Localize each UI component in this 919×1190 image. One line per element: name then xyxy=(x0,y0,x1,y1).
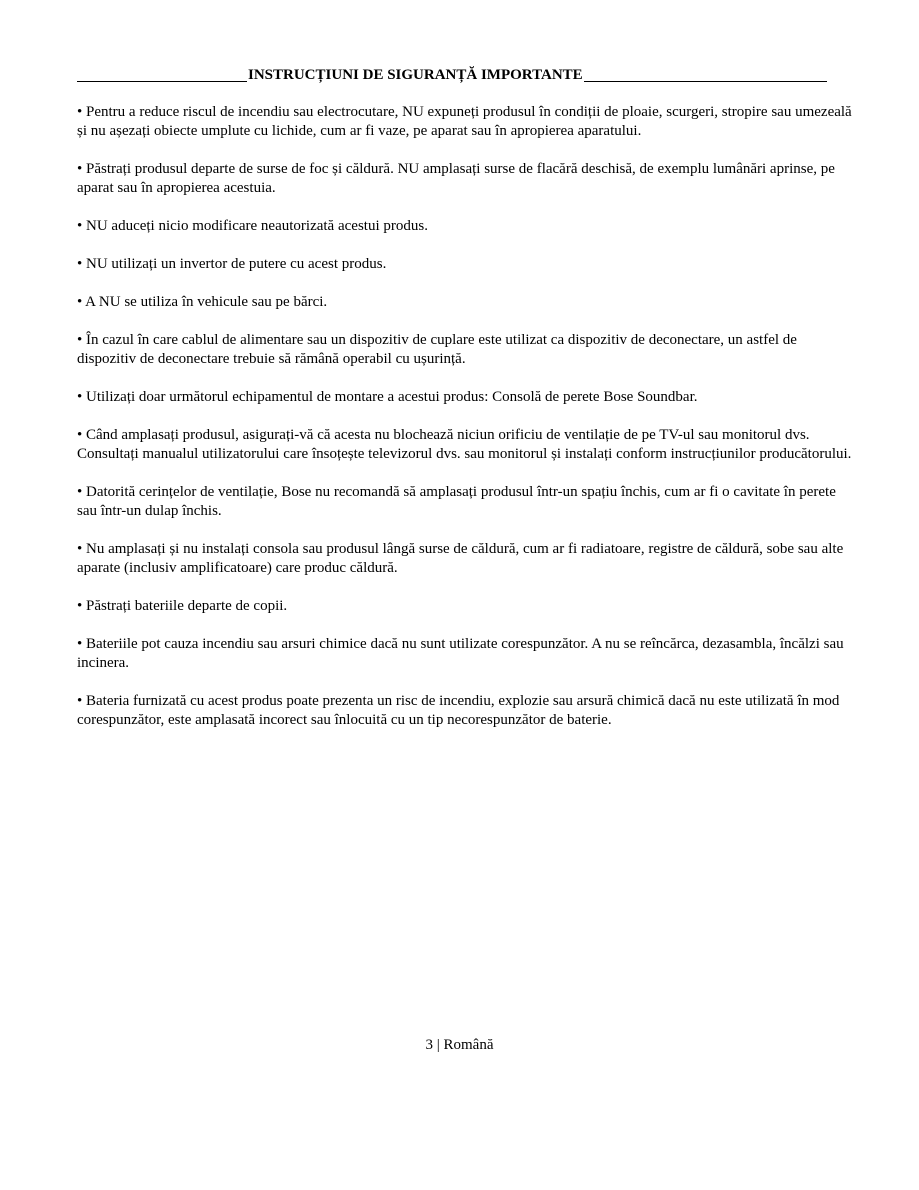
instruction-item: • Păstrați produsul departe de surse de foc și căldură. NU amplasați surse de flacără deschisă, de exemplu lumânări aprinse, pe aparat sau în apropierea acestuia. xyxy=(77,161,835,196)
page-footer: 3 | Română xyxy=(425,1037,494,1053)
instruction-item: • În cazul în care cablul de alimentare sau un dispozitiv de cuplare este utilizat ca dispozitiv de deconectare, un astfel de dispozitiv de deconectare trebuie să rămână operabil cu ușurință. xyxy=(77,332,797,367)
safety-instructions-list xyxy=(77,103,857,749)
header-rule-left xyxy=(77,81,247,82)
instruction-item: • NU aduceți nicio modificare neautorizată acestui produs. xyxy=(77,218,428,234)
instruction-item: • NU utilizați un invertor de putere cu acest produs. xyxy=(77,256,387,272)
instruction-item: • Păstrați bateriile departe de copii. xyxy=(77,598,288,614)
instruction-item: • Datorită cerințelor de ventilație, Bose nu recomandă să amplasați produsul într-un spațiu închis, cum ar fi o cavitate în perete sau într-un dulap închis. xyxy=(77,484,836,519)
instruction-item: • Bateriile pot cauza incendiu sau arsuri chimice dacă nu sunt utilizate corespunzător. A nu se reîncărca, dezasambla, încălzi sau incinera. xyxy=(77,636,844,671)
instruction-item: • A NU se utiliza în vehicule sau pe bărci. xyxy=(77,294,328,310)
page-title: INSTRUCȚIUNI DE SIGURANȚĂ IMPORTANTE xyxy=(248,67,583,83)
instruction-item: • Bateria furnizată cu acest produs poate prezenta un risc de incendiu, explozie sau arsură chimică dacă nu este utilizată în mod corespunzător, este amplasată incorect sau înlocuită cu un tip necorespunzător de baterie. xyxy=(77,693,840,728)
instruction-item: • Când amplasați produsul, asigurați-vă că acesta nu blochează niciun orificiu de ventilație de pe TV-ul sau monitorul dvs. Consultați manualul utilizatorului care însoțește televizorul dvs. sau monitorul și instalați conform instrucțiunilor producătorului. xyxy=(77,427,852,462)
instruction-item: • Nu amplasați și nu instalați consola sau produsul lângă surse de căldură, cum ar fi radiatoare, registre de căldură, sobe sau alte aparate (inclusiv amplificatoare) care produc căldură. xyxy=(77,541,844,576)
header-rule-right xyxy=(584,81,827,82)
instruction-item: • Pentru a reduce riscul de incendiu sau electrocutare, NU expuneți produsul în condiții de ploaie, scurgeri, stropire sau umezeală și nu așezați obiecte umplute cu lichide, cum ar fi vaze, pe aparat sau în apropierea aparatului. xyxy=(77,104,852,139)
instruction-item: • Utilizați doar următorul echipamentul de montare a acestui produs: Consolă de perete Bose Soundbar. xyxy=(77,389,698,405)
page-header xyxy=(77,64,827,84)
